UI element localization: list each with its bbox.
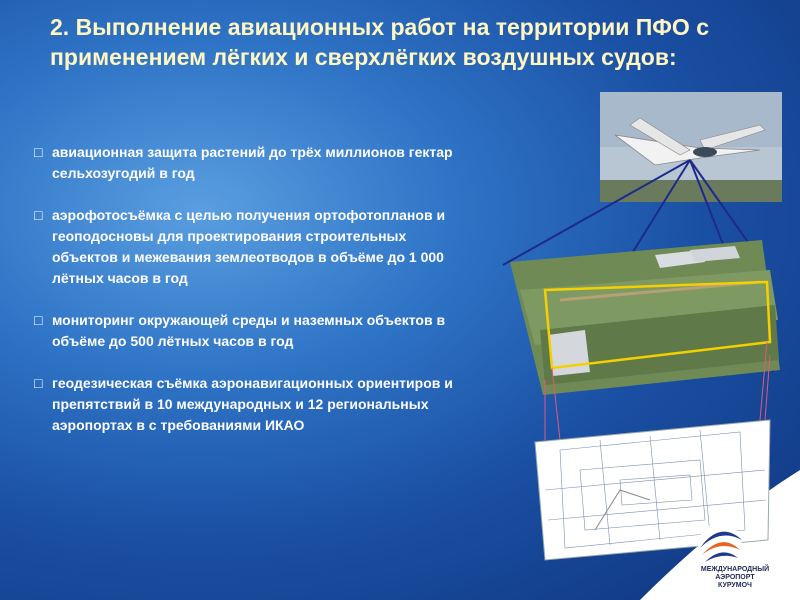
logo-line-1: МЕЖДУНАРОДНЫЙ — [700, 566, 770, 573]
orthophoto-image — [510, 240, 780, 395]
slide-title: 2. Выполнение авиационных работ на территории ПФО с применением лёгких и сверхлёгких воздушных судов: — [50, 14, 710, 70]
logo-line-3: КУРУМОЧ — [718, 582, 752, 589]
bullet-text: геодезическая съёмка аэронавигационных ориентиров и препятствий в 10 международных и 12 региональных аэропортах в с требованиями ИКАО — [52, 375, 453, 433]
bullet-item — [34, 142, 474, 184]
airplane-photo — [600, 92, 782, 202]
airport-logo-text — [680, 566, 790, 590]
bullet-item — [34, 373, 474, 436]
bullet-text: аэрофотосъёмка с целью получения ортофотопланов и геоподосновы для проектирования строительных объектов и межевания землеотводов в объёме до 1 000 лётных часов в год — [52, 207, 446, 286]
logo-line-2: АЭРОПОРТ — [715, 574, 755, 581]
bullet-list — [34, 142, 474, 457]
square-bullet-icon: □ — [34, 144, 43, 160]
square-bullet-icon: □ — [34, 375, 43, 391]
airport-logo-icon — [698, 523, 742, 567]
square-bullet-icon: □ — [34, 312, 43, 328]
square-bullet-icon: □ — [34, 207, 43, 223]
bullet-text: авиационная защита растений до трёх миллионов гектар сельхозугодий в год — [52, 144, 453, 181]
bullet-item — [34, 310, 474, 352]
bullet-item — [34, 205, 474, 289]
bullet-text: мониторинг окружающей среды и наземных объектов в объёме до 500 лётных часов в год — [52, 312, 446, 349]
